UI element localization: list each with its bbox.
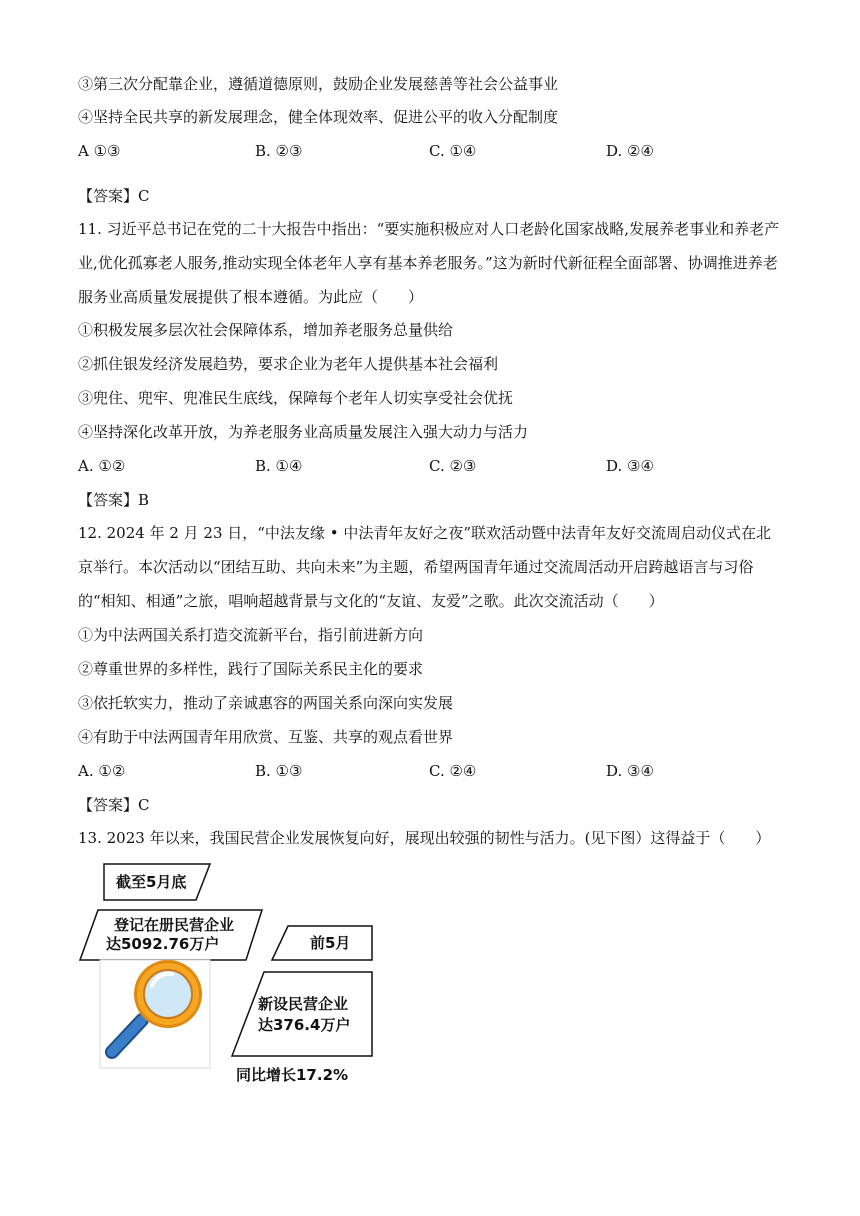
option-d: D. ③④ (606, 762, 654, 780)
infographic-figure (76, 860, 396, 1090)
q10-answer: 【答案】C (78, 187, 150, 205)
q13-stem: 13. 2023 年以来，我国民营企业发展恢复向好，展现出较强的韧性与活力。(见下图）这得益于（ ） (78, 829, 771, 847)
option-a: A. ①② (78, 762, 126, 780)
option-b: B. ①③ (255, 762, 303, 780)
option-d: D. ③④ (606, 457, 654, 475)
q12-options (78, 761, 782, 781)
q12-item-4: ④有助于中法两国青年用欣赏、互鉴、共享的观点看世界 (78, 728, 454, 746)
option-a: A. ①② (78, 457, 126, 475)
q12-item-2: ②尊重世界的多样性，践行了国际关系民主化的要求 (78, 660, 424, 678)
q10-item-3: ③第三次分配靠企业，遵循道德原则，鼓励企业发展慈善等社会公益事业 (78, 75, 559, 93)
q12-item-3: ③依托软实力，推动了亲诚惠容的两国关系向深向实发展 (78, 694, 454, 712)
growth-label: 同比增长17.2% (236, 1066, 349, 1084)
option-d: D. ②④ (606, 142, 654, 160)
q12-answer: 【答案】C (78, 796, 150, 814)
q11-item-4: ④坚持深化改革开放，为养老服务业高质量发展注入强大动力与活力 (78, 423, 529, 441)
deadline-label: 截至5月底 (116, 873, 187, 891)
new-box (232, 972, 372, 1056)
q11-answer: 【答案】B (78, 491, 150, 509)
q11-options (78, 456, 782, 476)
new-label-line1: 新设民营企业 (258, 995, 349, 1013)
q11-stem: 11. 习近平总书记在党的二十大报告中指出：“要实施积极应对人口老龄化国家战略,发展养老事业和养老产业,优化孤寡老人服务,推动实现全体老年人享有基本养老服务。”这为新时代新征程全面部署、协调推进养老服务业高质量发展提供了根本遵循。为此应（ ） (78, 220, 780, 306)
option-c: C. ②③ (429, 457, 477, 475)
registered-label-line2: 达5092.76万户 (106, 935, 220, 953)
registered-label-line1: 登记在册民营企业 (114, 916, 235, 934)
q11-item-3: ③兜住、兜牢、兜准民生底线，保障每个老年人切实享受社会优抚 (78, 389, 514, 407)
q12-stem: 12. 2024 年 2 月 23 日，“中法友缘 • 中法青年友好之夜”联欢活动暨中法青年友好交流周启动仪式在北京举行。本次活动以“团结互助、共向未来”为主题，希望两国青年通过交流周活动开启跨越语言与习俗的“相知、相通”之旅，唱响超越背景与文化的“友谊、友爱”之歌。此次交流活动（ ） (78, 524, 771, 610)
q10-options (78, 141, 782, 161)
infographic-shapes (76, 860, 396, 1090)
option-b: B. ②③ (255, 142, 303, 160)
option-c: C. ②④ (429, 762, 477, 780)
q10-item-4: ④坚持全民共享的新发展理念，健全体现效率、促进公平的收入分配制度 (78, 108, 559, 126)
new-label-line2: 达376.4万户 (258, 1016, 351, 1034)
option-b: B. ①④ (255, 457, 303, 475)
first5-label: 前5月 (310, 934, 351, 952)
option-a: A ①③ (78, 142, 121, 160)
q12-item-1: ①为中法两国关系打造交流新平台，指引前进新方向 (78, 626, 424, 644)
option-c: C. ①④ (429, 142, 477, 160)
q11-item-1: ①积极发展多层次社会保障体系，增加养老服务总量供给 (78, 321, 454, 339)
q11-item-2: ②抓住银发经济发展趋势，要求企业为老年人提供基本社会福利 (78, 355, 499, 373)
